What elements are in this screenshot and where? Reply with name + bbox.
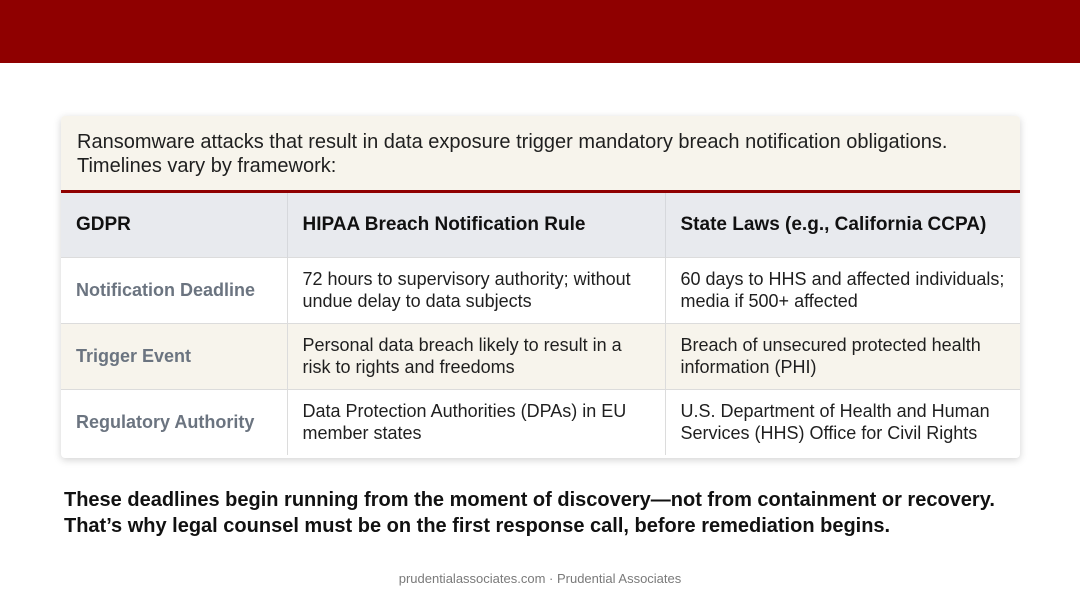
table-header-row	[61, 193, 1020, 257]
table-cell: 60 days to HHS and affected individuals; media if 500+ affected	[665, 257, 1020, 323]
table-row	[61, 389, 1020, 455]
header-hipaa: HIPAA Breach Notification Rule	[287, 193, 665, 257]
closing-statement: These deadlines begin running from the moment of discovery—not from containment or recovery. That’s why legal counsel must be on the first response call, before remediation begins.	[64, 489, 995, 537]
breach-notification-card	[61, 116, 1020, 458]
table-row	[61, 323, 1020, 389]
table-cell: U.S. Department of Health and Human Services (HHS) Office for Civil Rights	[665, 389, 1020, 455]
row-label-notification-deadline: Notification Deadline	[61, 257, 287, 323]
table-cell: Data Protection Authorities (DPAs) in EU member states	[287, 389, 665, 455]
table-row	[61, 257, 1020, 323]
header-gdpr: GDPR	[61, 193, 287, 257]
top-accent-bar	[0, 0, 1080, 63]
table-cell: Breach of unsecured protected health information (PHI)	[665, 323, 1020, 389]
comparison-table	[61, 193, 1020, 455]
footer-credit: prudentialassociates.com · Prudential Associates	[398, 571, 682, 586]
row-label-trigger-event: Trigger Event	[61, 323, 287, 389]
table-cell: Personal data breach likely to result in a risk to rights and freedoms	[287, 323, 665, 389]
row-label-regulatory-authority: Regulatory Authority	[61, 389, 287, 455]
table-cell: 72 hours to supervisory authority; without undue delay to data subjects	[287, 257, 665, 323]
intro-text: Ransomware attacks that result in data exposure trigger mandatory breach notification obligations. Timelines vary by framework:	[61, 116, 1020, 193]
header-state-laws: State Laws (e.g., California CCPA)	[665, 193, 1020, 257]
